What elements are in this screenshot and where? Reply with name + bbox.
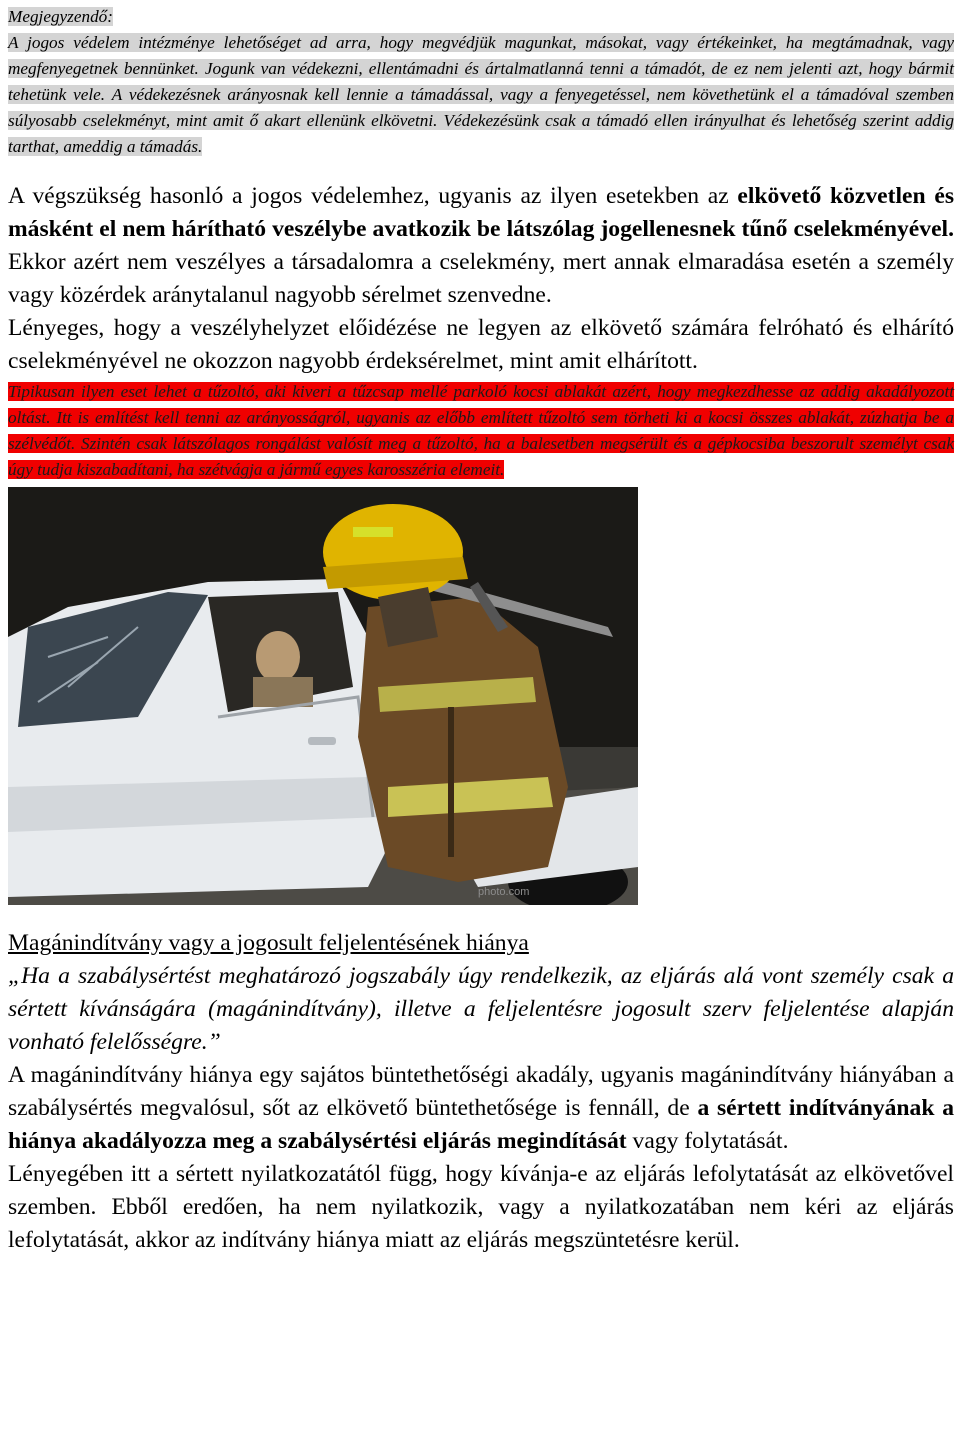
note-box — [8, 4, 954, 160]
note-title: Megjegyzendő: — [8, 7, 113, 26]
maganinditvany-paragraph-1: A magánindítvány hiánya egy sajátos büntethetőségi akadály, ugyanis magánindítvány hiányában a szabálysértés megvalósul, sőt az elkövető büntethetősége is fennáll, de a sértett indítványának a hiánya akadályozza meg a szabálysértési eljárás megindítását vagy folytatását. — [8, 1062, 954, 1154]
note-text: A jogos védelem intézménye lehetőséget ad arra, hogy megvédjük magunkat, másokat, vagy értékeinket, ha megtámadnak, vagy megfenyegetnek bennünket. Jogunk van védekezni, ellentámadni és ártalmatlanná tenni a támadót, de ez nem jelenti azt, hogy bármit tehetünk vele. A védekezésnek arányosnak kell lennie a támadással, vagy a fenyegetéssel, nem követhetünk el a támadóval szemben súlyosabb cselekményt, mint amit ő akart ellenünk elkövetni. Védekezésünk csak a támadó ellen irányulhat és lehetőség szerint addig tarthat, ameddig a támadás. — [8, 33, 954, 156]
example-highlight: Tipikusan ilyen eset lehet a tűzoltó, aki kiveri a tűzcsap mellé parkoló kocsi ablakát azért, hogy megkezdhesse az addig akadályozott oltást. Itt is említést kell tenni az arányosságról, ugyanis az előbb említett tűzoltó sem törheti ki a kocsi összes ablakát, zúzhatja be a szélvédőt. Szintén csak látszólagos rongálást valósít meg a tűzoltó, ha a balesetben megsérült és a gépkocsiba beszorult személyt csak úgy tudja kiszabadítani, ha szétvágja a jármű egyes karosszéria elemeit. — [8, 382, 954, 479]
section-heading: Magánindítvány vagy a jogosult feljelentésének hiánya — [8, 930, 529, 956]
driver-head — [256, 631, 300, 683]
vegszukseg-paragraph-2: Lényeges, hogy a veszélyhelyzet előidézése ne legyen az elkövető számára felróható és elhárító cselekményével ne okozzon nagyobb érdeksérelmet, mint amit elhárított. — [8, 315, 954, 374]
vegszukseg-section — [8, 180, 954, 378]
document-page — [8, 0, 954, 1257]
maganinditvany-paragraph-2: Lényegében itt a sértett nyilatkozatától függ, hogy kívánja-e az eljárás lefolytatását az elkövetővel szemben. Ebből eredően, ha nem nyilatkozik, vagy a nyilatkozatában nem kéri az eljárás lefolytatását, akkor az indítvány hiánya miatt az eljárás megszüntetésre kerül. — [8, 1161, 954, 1253]
vegszukseg-paragraph-1: A végszükség hasonló a jogos védelemhez, ugyanis az ilyen esetekben az elkövető közvetlen és másként el nem hárítható veszélybe avatkozik be látszólag jogellenesnek tűnő cselekményével. Ekkor azért nem veszélyes a társadalomra a cselekmény, mert annak elmaradása esetén a személy vagy közérdek aránytalanul nagyobb sérelmet szenvedne. — [8, 183, 955, 308]
firefighter-rescue-photo — [8, 487, 638, 905]
photo-watermark: photo.com — [478, 886, 530, 898]
maganinditvany-section — [8, 927, 954, 1257]
legal-quote: „Ha a szabálysértést meghatározó jogszabály úgy rendelkezik, az eljárás alá vont személy csak a sértett kívánságára (magánindítvány), illetve a feljelentésre jogosult szerv feljelentése alapján vonható felelősségre.” — [8, 963, 954, 1055]
